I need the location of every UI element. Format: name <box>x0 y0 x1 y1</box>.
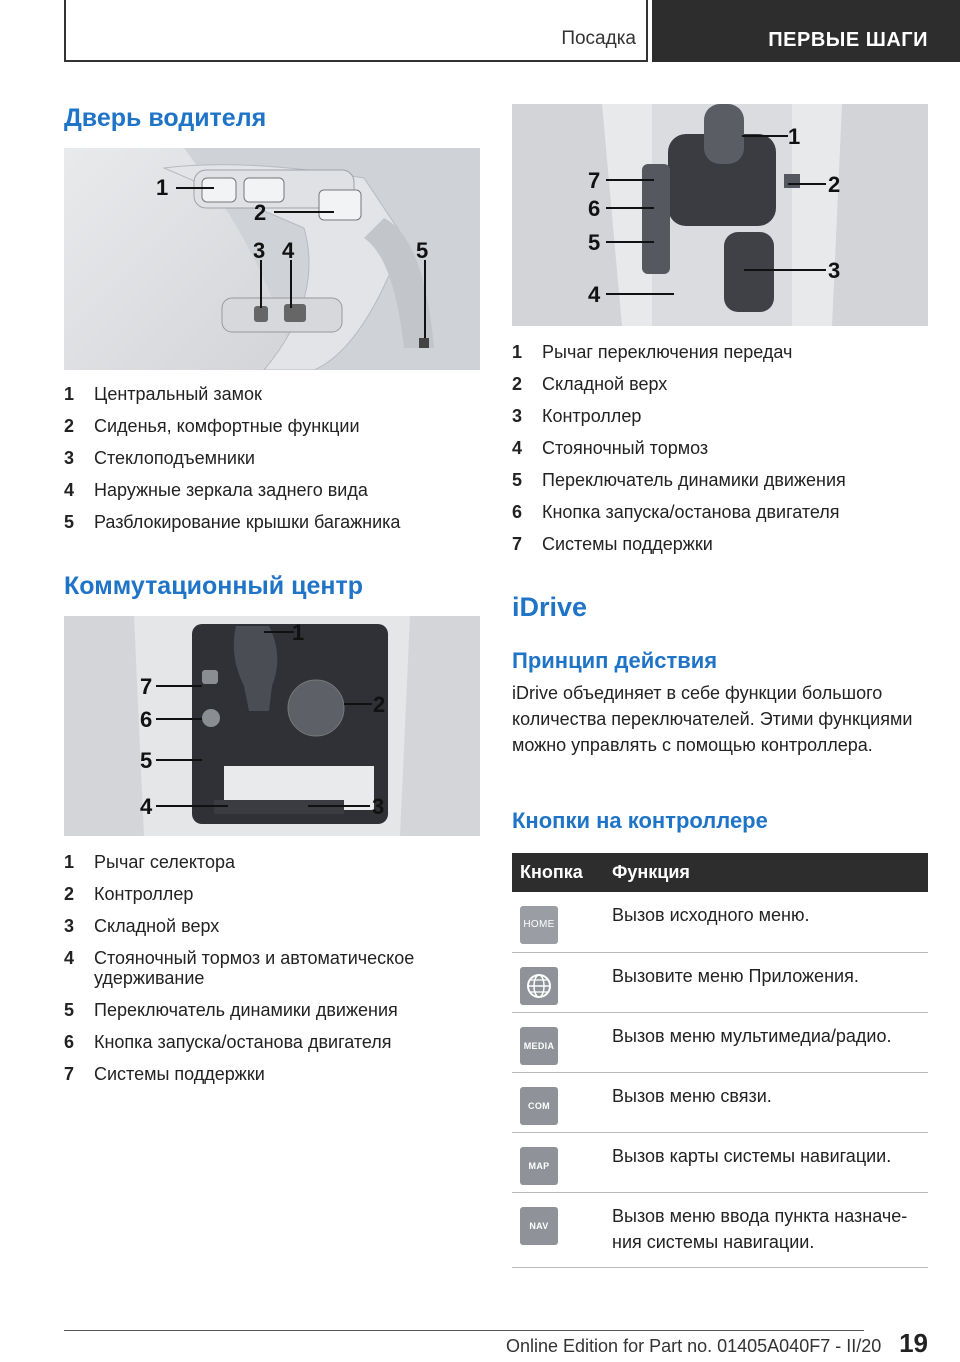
callout-5: 5 <box>140 748 153 773</box>
list-item: 7 Системы поддержки <box>64 1064 265 1084</box>
callout-7: 7 <box>140 674 153 699</box>
controller-buttons-table <box>512 853 928 1268</box>
callout-4: 4 <box>588 282 601 307</box>
callout-7: 7 <box>588 168 601 193</box>
idrive-heading: iDrive <box>512 592 588 622</box>
center-console-illustration <box>64 616 480 836</box>
com-icon: COM <box>520 1087 558 1125</box>
list-item: 1 Центральный замок <box>64 384 262 404</box>
manual-console-legend <box>512 342 928 566</box>
table-row <box>512 1192 928 1267</box>
list-item: 5 Переключатель динамики движения <box>512 470 846 490</box>
center-console-heading: Коммутационный центр <box>64 572 363 600</box>
driver-door-illustration <box>64 148 480 370</box>
callout-2: 2 <box>828 172 841 197</box>
list-item: 6 Кнопка запуска/останова двигателя <box>64 1032 392 1052</box>
table-cell-function: Вызов меню ввода пункта назначения системы навигации. <box>612 1192 928 1267</box>
callout-6: 6 <box>588 196 601 221</box>
edition-info: Online Edition for Part no. 01405A040F7 - II/20 <box>506 1336 882 1356</box>
list-item: 5 Разблокирование крышки багажника <box>64 512 401 532</box>
callout-3: 3 <box>253 238 266 263</box>
list-item: 3 Складной верх <box>64 916 220 936</box>
list-item: 2 Складной верх <box>512 374 668 394</box>
table-row <box>512 1072 928 1132</box>
driver-door-heading: Дверь водителя <box>64 104 267 132</box>
callout-3: 3 <box>828 258 841 283</box>
table-row <box>512 952 928 1012</box>
callout-2: 2 <box>373 692 386 717</box>
principle-paragraph: iDrive объединяет в себе функции большого количества переключателей. Этими функциями можно управлять с помощью контроллера. <box>512 683 913 755</box>
callout-4: 4 <box>140 794 153 819</box>
table-header-row <box>512 853 928 892</box>
table-cell-function: Вызовите меню Приложения. <box>612 952 928 1012</box>
callout-1: 1 <box>292 620 305 645</box>
table-row <box>512 1012 928 1072</box>
callout-5: 5 <box>416 238 429 263</box>
list-item: 4 Стояночный тормоз <box>512 438 709 458</box>
table-cell-function: Вызов меню мультимедиа/радио. <box>612 1012 928 1072</box>
callout-2: 2 <box>254 200 267 225</box>
callout-1: 1 <box>788 124 801 149</box>
callout-4: 4 <box>282 238 295 263</box>
list-item: 7 Системы поддержки <box>512 534 713 554</box>
controller-buttons-heading: Кнопки на контроллере <box>512 808 768 833</box>
header-chapter-tab <box>652 0 960 62</box>
callout-6: 6 <box>140 707 153 732</box>
header-chapter-title: ПЕРВЫЕ ШАГИ <box>768 29 928 51</box>
list-item: 3 Стеклоподъемники <box>64 448 255 468</box>
map-icon: MAP <box>520 1147 558 1185</box>
home-icon: HOME <box>520 906 558 944</box>
footer-divider <box>64 1330 864 1331</box>
table-row <box>512 892 928 952</box>
list-item: 5 Переключатель динамики движения <box>64 1000 398 1020</box>
list-item: 4 Стояночный тормоз и автоматическое удерживание <box>64 948 415 988</box>
table-row <box>512 1132 928 1192</box>
table-header-function: Функция <box>612 853 928 892</box>
list-item: 1 Рычаг переключения передач <box>512 342 793 362</box>
principle-heading: Принцип действия <box>512 648 718 673</box>
list-item: 4 Наружные зеркала заднего вида <box>64 480 368 500</box>
driver-door-legend <box>64 384 480 544</box>
nav-icon: NAV <box>520 1207 558 1245</box>
list-item: 2 Сиденья, комфортные функции <box>64 416 360 436</box>
list-item: 6 Кнопка запуска/останова двигателя <box>512 502 840 522</box>
callout-1: 1 <box>156 175 169 200</box>
globe-icon <box>520 967 558 1005</box>
header-section-box <box>64 0 648 62</box>
center-console-legend <box>64 852 480 1096</box>
table-header-button: Кнопка <box>512 853 612 892</box>
header-section-title: Посадка <box>561 28 636 49</box>
list-item: 3 Контроллер <box>512 406 642 426</box>
callout-5: 5 <box>588 230 601 255</box>
table-cell-function: Вызов карты системы навигации. <box>612 1132 928 1192</box>
media-icon: MEDIA <box>520 1027 558 1065</box>
table-cell-function: Вызов меню связи. <box>612 1072 928 1132</box>
list-item: 2 Контроллер <box>64 884 194 904</box>
page-number: 19 <box>899 1328 928 1358</box>
manual-console-illustration <box>512 104 928 326</box>
callout-3: 3 <box>372 794 385 819</box>
table-cell-function: Вызов исходного меню. <box>612 892 928 952</box>
list-item: 1 Рычаг селектора <box>64 852 235 872</box>
